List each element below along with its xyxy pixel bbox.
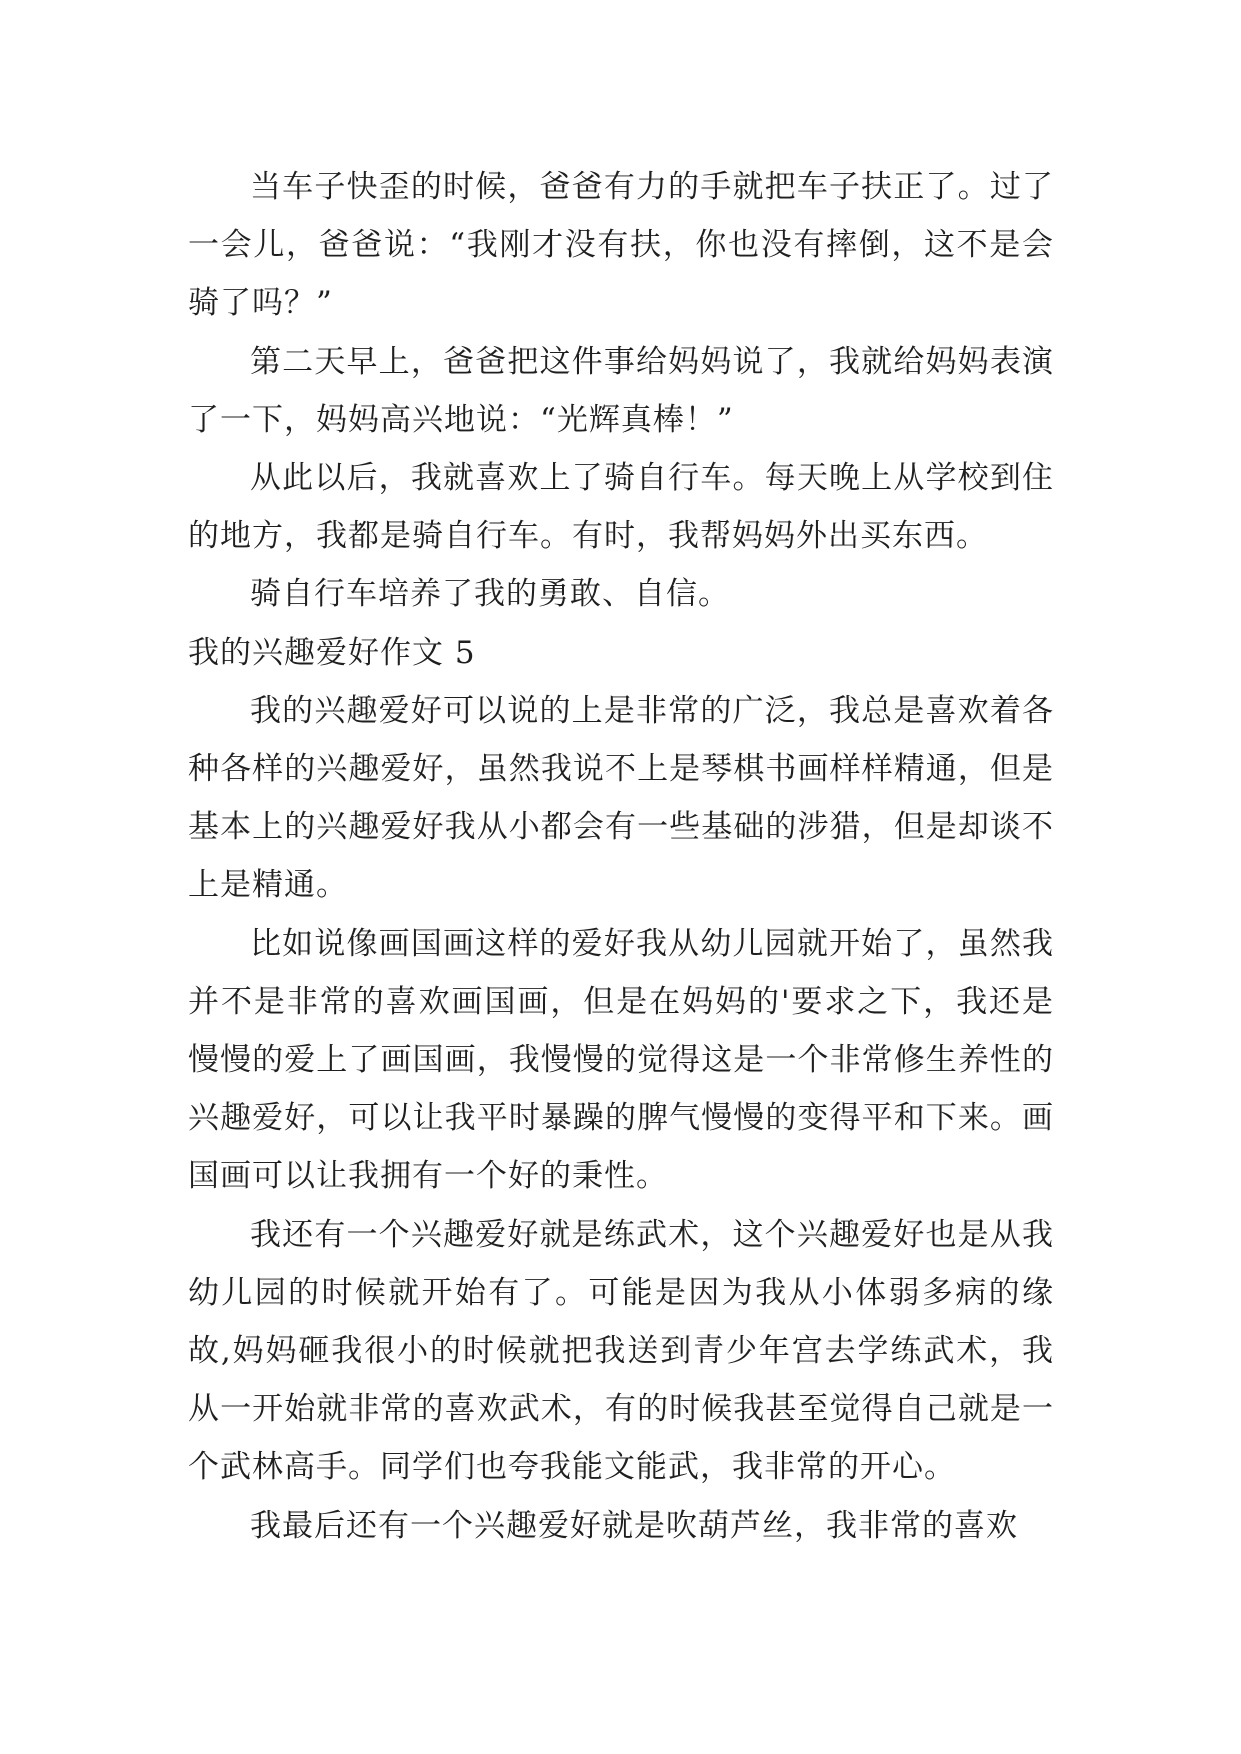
document-body [188, 158, 1054, 1555]
paragraph-bike-balance: 当车子快歪的时候，爸爸有力的手就把车子扶正了。过了一会儿，爸爸说：“我刚才没有扶，你也没有摔倒，这不是会骑了吗？” [188, 169, 1054, 322]
paragraph-bike-conclusion: 骑自行车培养了我的勇敢、自信。 [250, 576, 730, 613]
paragraph-next-morning: 第二天早上，爸爸把这件事给妈妈说了，我就给妈妈表演了一下，妈妈高兴地说：“光辉真棒！” [188, 343, 1054, 438]
paragraph-martial-arts: 我还有一个兴趣爱好就是练武术，这个兴趣爱好也是从我幼儿园的时候就开始有了。可能是因为我从小体弱多病的缘故,妈妈砸我很小的时候就把我送到青少年宫去学练武术，我从一开始就非常的喜欢武术，有的时候我甚至觉得自己就是一个武林高手。同学们也夸我能文能武，我非常的开心。 [188, 1216, 1054, 1486]
paragraph-hobbies-intro: 我的兴趣爱好可以说的上是非常的广泛，我总是喜欢着各种各样的兴趣爱好，虽然我说不上是琴棋书画样样精通，但是基本上的兴趣爱好我从小都会有一些基础的涉猎，但是却谈不上是精通。 [188, 692, 1054, 904]
paragraph-hulusi: 我最后还有一个兴趣爱好就是吹葫芦丝，我非常的喜欢 [250, 1507, 1018, 1544]
essay-heading: 我的兴趣爱好作文 5 [188, 634, 476, 671]
paragraph-since-then: 从此以后，我就喜欢上了骑自行车。每天晚上从学校到住的地方，我都是骑自行车。有时，我帮妈妈外出买东西。 [188, 460, 1054, 555]
paragraph-painting: 比如说像画国画这样的爱好我从幼儿园就开始了，虽然我并不是非常的喜欢画国画，但是在妈妈的'要求之下，我还是慢慢的爱上了画国画，我慢慢的觉得这是一个非常修生养性的兴趣爱好，可以让我平时暴躁的脾气慢慢的变得平和下来。画国画可以让我拥有一个好的秉性。 [188, 925, 1054, 1195]
